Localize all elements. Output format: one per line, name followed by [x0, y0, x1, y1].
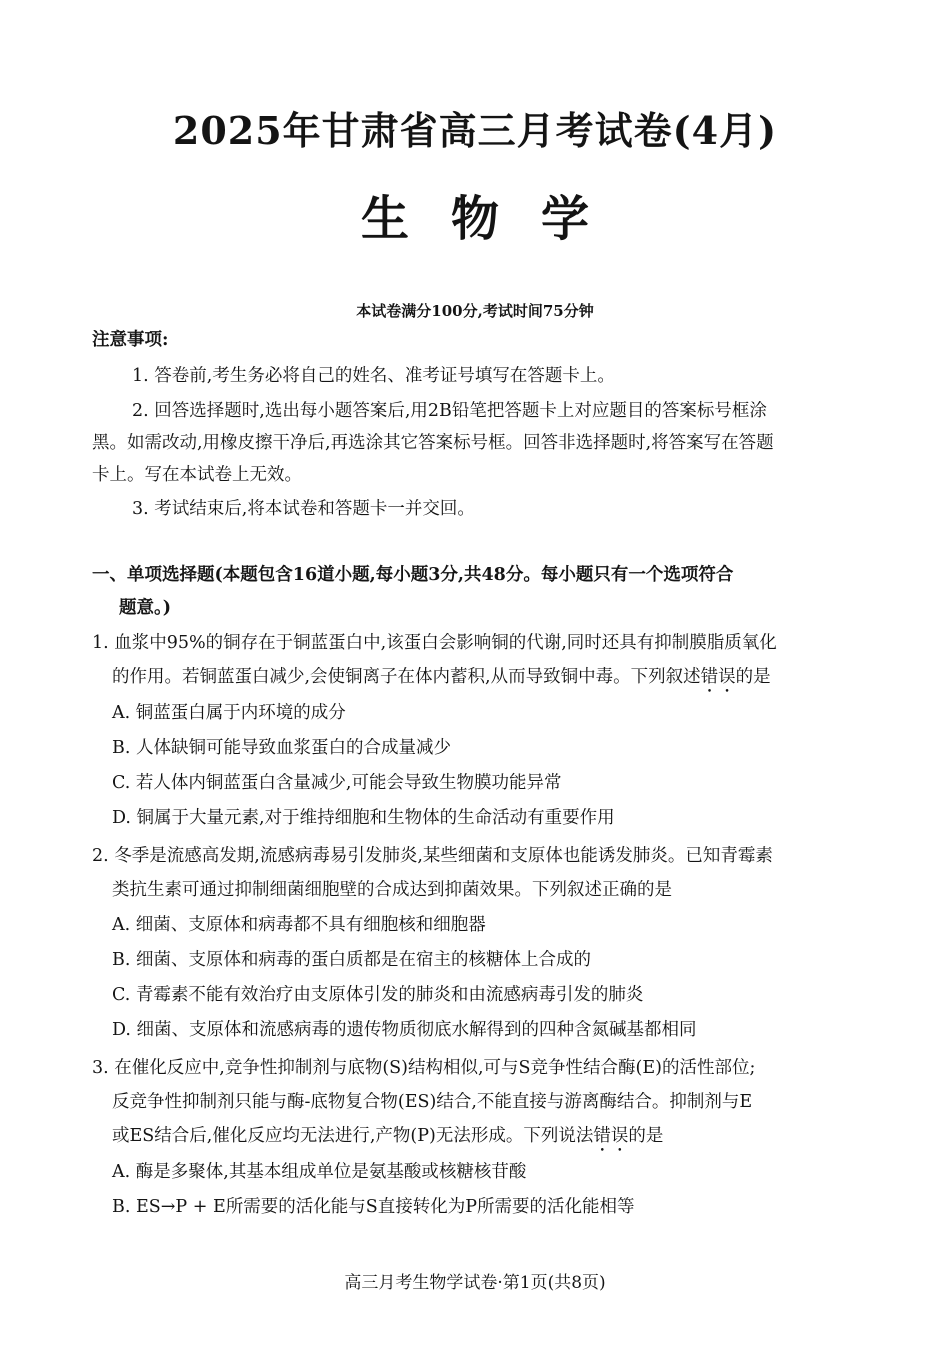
q2-option-c: C. 青霉素不能有效治疗由支原体引发的肺炎和由流感病毒引发的肺炎 — [112, 985, 644, 1005]
notice-item-1: 1. 答卷前,考生务必将自己的姓名、准考证号填写在答题卡上。 — [132, 366, 615, 386]
q2-option-b: B. 细菌、支原体和病毒的蛋白质都是在宿主的核糖体上合成的 — [112, 950, 591, 970]
page-footer: 高三月考生物学试卷·第1页(共8页) — [344, 1273, 606, 1293]
notice-heading: 注意事项: — [92, 330, 169, 350]
q3-stem-line-3 — [112, 1126, 663, 1156]
q1-option-d: D. 铜属于大量元素,对于维持细胞和生物体的生命活动有重要作用 — [112, 808, 615, 828]
q3-stem-text: 或ES结合后,催化反应均无法进行,产物(P)无法形成。下列说法 — [112, 1126, 594, 1146]
q1-stem-line-1: 1. 血浆中95%的铜存在于铜蓝蛋白中,该蛋白会影响铜的代谢,同时还具有抑制膜脂质氧化 — [92, 633, 777, 653]
q3-option-a: A. 酶是多聚体,其基本组成单位是氨基酸或核糖核苷酸 — [112, 1162, 527, 1182]
q2-stem-line-2: 类抗生素可通过抑制细菌细胞壁的合成达到抑菌效果。下列叙述正确的是 — [112, 880, 672, 900]
subject-title: 生物学 — [360, 191, 631, 247]
q1-option-a: A. 铜蓝蛋白属于内环境的成分 — [112, 703, 346, 723]
section-heading-line-2: 题意。) — [119, 598, 172, 618]
q1-emphasis-word: 错误 — [700, 667, 736, 687]
q1-option-c: C. 若人体内铜蓝蛋白含量减少,可能会导致生物膜功能异常 — [112, 773, 562, 793]
q1-stem-end: 的是 — [735, 667, 771, 687]
notice-item-3: 3. 考试结束后,将本试卷和答题卡一并交回。 — [132, 499, 475, 519]
q3-stem-line-1: 3. 在催化反应中,竞争性抑制剂与底物(S)结构相似,可与S竞争性结合酶(E)的活性部位; — [92, 1058, 756, 1078]
notice-item-2-line-1: 2. 回答选择题时,选出每小题答案后,用2B铅笔把答题卡上对应题目的答案标号框涂 — [132, 401, 767, 421]
notice-item-2-line-2: 黑。如需改动,用橡皮擦干净后,再选涂其它答案标号框。回答非选择题时,将答案写在答题 — [92, 433, 774, 453]
notice-item-2-line-3: 卡上。写在本试卷上无效。 — [92, 465, 302, 485]
q3-stem-end: 的是 — [628, 1126, 664, 1146]
section-heading-line-1: 一、单项选择题(本题包含16道小题,每小题3分,共48分。每小题只有一个选项符合 — [92, 565, 734, 585]
q2-option-a: A. 细菌、支原体和病毒都不具有细胞核和细胞器 — [112, 915, 486, 935]
q1-option-b: B. 人体缺铜可能导致血浆蛋白的合成量减少 — [112, 738, 451, 758]
exam-info: 本试卷满分100分,考试时间75分钟 — [356, 302, 594, 320]
q2-stem-line-1: 2. 冬季是流感高发期,流感病毒易引发肺炎,某些细菌和支原体也能诱发肺炎。已知青霉素 — [92, 846, 773, 866]
q3-emphasis-word: 错误 — [593, 1126, 629, 1146]
q1-stem-line-2 — [112, 667, 771, 697]
q3-option-b: B. ES→P + E所需要的活化能与S直接转化为P所需要的活化能相等 — [112, 1197, 635, 1217]
q1-stem-text: 的作用。若铜蓝蛋白减少,会使铜离子在体内蓄积,从而导致铜中毒。下列叙述 — [112, 667, 701, 687]
exam-title: 2025年甘肃省高三月考试卷(4月) — [172, 108, 778, 153]
q2-option-d: D. 细菌、支原体和流感病毒的遗传物质彻底水解得到的四种含氮碱基都相同 — [112, 1020, 697, 1040]
q3-stem-line-2: 反竞争性抑制剂只能与酶-底物复合物(ES)结合,不能直接与游离酶结合。抑制剂与E — [112, 1092, 753, 1112]
